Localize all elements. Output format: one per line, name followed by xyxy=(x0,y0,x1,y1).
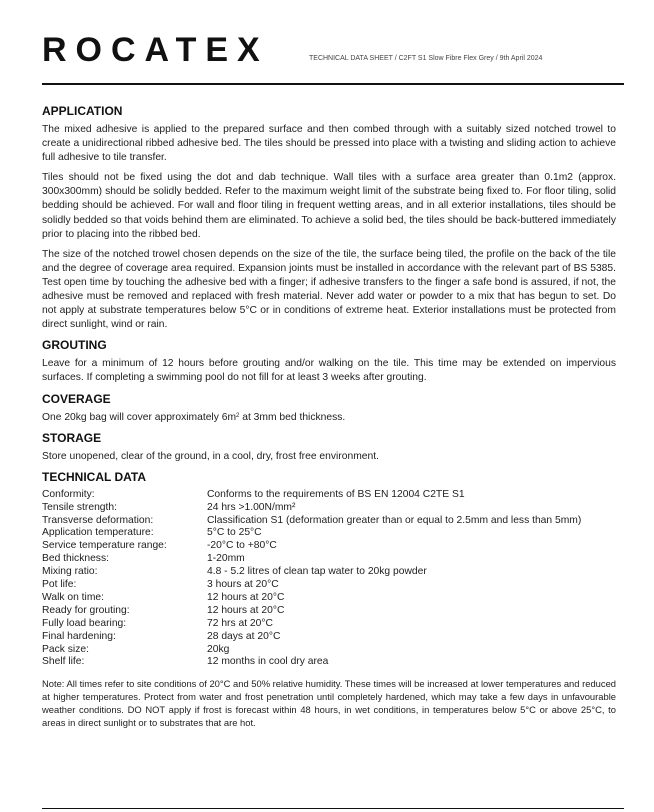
storage-heading: STORAGE xyxy=(42,430,102,445)
technical-data-value: 24 hrs >1.00N/mm² xyxy=(207,501,296,513)
technical-data-label: Pack size: xyxy=(42,643,89,655)
technical-data-value: Conforms to the requirements of BS EN 12004 C2TE S1 xyxy=(207,488,465,500)
technical-data-row xyxy=(42,631,581,644)
grouting-heading: GROUTING xyxy=(42,338,107,353)
grouting-paragraph: Leave for a minimum of 12 hours before grouting and/or walking on the tile. This time may be extended on impervious surfaces. If completing a swimming pool do not fill for at least 3 weeks after grouting. xyxy=(42,358,616,384)
application-paragraph-1: The mixed adhesive is applied to the prepared surface and then combed through with a suitably sized notched trowel to create a unidirectional ribbed adhesive bed. The tiles should be pressed into place with a twisting and sliding action to achieve full adhesive to tile transfer. xyxy=(42,124,616,164)
technical-data-value: Classification S1 (deformation greater than or equal to 2.5mm and less than 5mm) xyxy=(207,514,582,526)
technical-data-label: Mixing ratio: xyxy=(42,566,98,578)
technical-data-value: 1-20mm xyxy=(207,553,245,565)
technical-data-label: Walk on time: xyxy=(42,591,104,603)
technical-data-row xyxy=(42,605,581,618)
technical-data-table xyxy=(42,489,581,670)
conditions-note: Note: All times refer to site conditions of 20°C and 50% relative humidity. These times will be increased at lower temperatures and reduced at higher temperatures. Protect from water and frost penetration until completely hardened, which may take a few days in unfavourable weather conditions. DO NOT apply if frost is forecast within 48 hours, in wet conditions, in temperatures below 5°C or above 25°C, to areas in direct sunlight or to substrates that are hot. xyxy=(42,678,616,729)
technical-data-label: Final hardening: xyxy=(42,630,116,642)
technical-data-label: Conformity: xyxy=(42,488,95,500)
grouting-section xyxy=(42,338,616,385)
document-header xyxy=(42,30,624,70)
technical-data-label: Shelf life: xyxy=(42,656,85,668)
technical-data-row xyxy=(42,656,581,669)
technical-data-section xyxy=(42,470,616,670)
technical-data-value: 4.8 - 5.2 litres of clean tap water to 20kg powder xyxy=(207,566,427,578)
technical-data-row xyxy=(42,553,581,566)
application-heading: APPLICATION xyxy=(42,104,123,118)
coverage-text-end: at 3mm bed thickness. xyxy=(239,411,346,423)
technical-data-value: 28 days at 20°C xyxy=(207,630,281,642)
coverage-text: One 20kg bag will cover approximately 6m xyxy=(42,411,237,423)
technical-data-value: 5°C to 25°C xyxy=(207,527,262,539)
technical-data-row xyxy=(42,644,581,657)
footer-divider xyxy=(42,808,624,809)
technical-data-label: Service temperature range: xyxy=(42,540,167,552)
application-paragraph-3: The size of the notched trowel chosen depends on the size of the tile, the surface being tiled, the profile on the back of the tile and the degree of coverage area required. Expansion joints must be installed in accordance with the relevant part of BS 5385. Test open time by touching the adhesive bed with a finger; if adhesive transfers to the finger a safe bond is assured, if not, the adhesive must be removed and replaced with fresh material. Never add water or powder to a mix that has begun to set. Do not apply at substrate temperatures below 5°C or in conditions of extreme heat. Exterior installations must be protected from direct sunlight, wind or rain. xyxy=(42,248,616,331)
coverage-superscript: 2 xyxy=(236,412,240,419)
technical-data-row xyxy=(42,618,581,631)
technical-data-row xyxy=(42,515,581,528)
technical-data-row xyxy=(42,579,581,592)
technical-data-row xyxy=(42,527,581,540)
application-section xyxy=(42,104,616,332)
header-divider xyxy=(42,83,624,85)
technical-data-label: Ready for grouting: xyxy=(42,604,130,616)
technical-data-row xyxy=(42,489,581,502)
technical-data-value: 12 hours at 20°C xyxy=(207,591,285,603)
document-meta: TECHNICAL DATA SHEET / C2FT S1 Slow Fibre Flex Grey / 9th April 2024 xyxy=(309,55,543,62)
technical-data-label: Fully load bearing: xyxy=(42,617,127,629)
technical-data-value: 12 hours at 20°C xyxy=(207,604,285,616)
storage-paragraph: Store unopened, clear of the ground, in a cool, dry, frost free environment. xyxy=(42,450,379,462)
technical-data-value: -20°C to +80°C xyxy=(207,540,277,552)
technical-data-row xyxy=(42,540,581,553)
technical-data-row xyxy=(42,566,581,579)
technical-data-heading: TECHNICAL DATA xyxy=(42,469,146,484)
technical-data-label: Transverse deformation: xyxy=(42,514,154,526)
technical-data-label: Application temperature: xyxy=(42,527,154,539)
technical-data-value: 12 months in cool dry area xyxy=(207,656,329,668)
coverage-paragraph xyxy=(42,411,616,425)
technical-data-label: Bed thickness: xyxy=(42,553,109,565)
storage-section xyxy=(42,431,616,464)
technical-data-value: 20kg xyxy=(207,643,230,655)
rocatex-logo: ROCATEX xyxy=(42,31,269,69)
technical-data-row xyxy=(42,592,581,605)
coverage-heading: COVERAGE xyxy=(42,391,111,406)
technical-data-value: 72 hrs at 20°C xyxy=(207,617,273,629)
coverage-section xyxy=(42,392,616,425)
technical-data-label: Pot life: xyxy=(42,579,77,591)
application-paragraph-2: Tiles should not be fixed using the dot and dab technique. Wall tiles with a surface area greater than 0.1m2 (approx. 300x300mm) should be solidly bedded. Refer to the maximum weight limit of the substrate being fixed to. For floor tiling, solid bedding should be achieved. For wall and floor tiling in frequent wetting areas, and in all exterior installations, tiles should be solidly bedded so that voids behind them are eliminated. To achieve a solid bed, the tiles should be back-buttered immediately prior to placing into the ribbed bed. xyxy=(42,172,616,240)
document-body xyxy=(42,104,616,729)
technical-data-row xyxy=(42,502,581,515)
technical-data-label: Tensile strength: xyxy=(42,501,117,513)
technical-data-value: 3 hours at 20°C xyxy=(207,579,279,591)
